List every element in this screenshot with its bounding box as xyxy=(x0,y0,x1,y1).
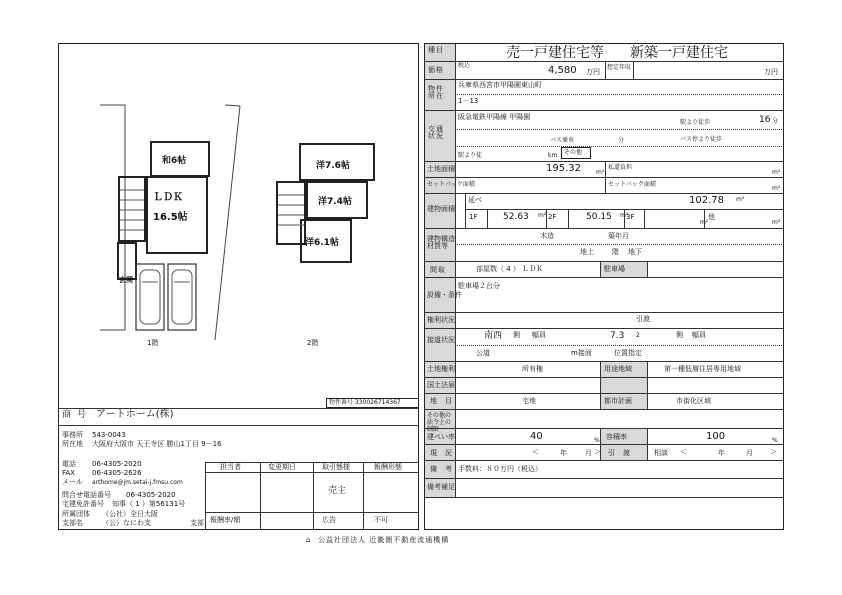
usage-zone-value: 第一種低層住居専用地域 xyxy=(664,365,741,373)
category-label: 種目 xyxy=(428,46,444,54)
layout-label: 間取 xyxy=(430,266,446,274)
location-label: 物件所在 xyxy=(428,85,444,100)
branch-label: 支部名 xyxy=(62,519,83,527)
tel-value: 06-4305-2020 xyxy=(92,460,142,468)
land-category-value: 宅地 xyxy=(522,397,536,405)
property-id: 物件番号 330026714367 xyxy=(329,399,401,406)
total-floor-value: 102.78 xyxy=(689,195,724,206)
annual-income-label: 想定年収 xyxy=(607,64,632,71)
tel-label: 電話 xyxy=(62,460,76,468)
total-label: 延べ xyxy=(468,196,482,204)
room-label-yo61: 洋6.1帖 xyxy=(305,238,339,248)
railway: 阪急電鉄甲陽線 甲陽園 xyxy=(458,113,531,121)
land-law-label: 国土法届 xyxy=(427,381,455,389)
remarks-value: 手数料：８０万円（税込） xyxy=(458,465,542,473)
layout-value: 部屋数（ 4 ） ＬＤＫ xyxy=(476,265,544,273)
branch-suffix: 支部 xyxy=(190,519,204,527)
assoc-label: 所属団体 xyxy=(62,510,90,518)
private-road-label: 私道負担 xyxy=(608,164,633,171)
fax-label: FAX xyxy=(62,469,75,477)
land-category-label: 地目 xyxy=(430,397,460,405)
company-name: アートホーム(株) xyxy=(96,409,174,420)
room-label-genkan: 玄関 xyxy=(119,276,133,284)
status-year: 年 xyxy=(560,449,567,457)
floor-ratio-value: 100 xyxy=(706,431,726,442)
room-label-yo74: 洋7.4帖 xyxy=(318,197,352,207)
bus-stop-label: バス停より徒歩 xyxy=(680,136,723,143)
fax-value: 06-4305-2626 xyxy=(92,469,142,477)
km-label: km xyxy=(548,152,558,159)
f3-unit: m² xyxy=(700,219,709,226)
usage-zone-label: 用途地域 xyxy=(604,365,632,373)
location-designation-label: 位置指定 xyxy=(614,349,642,357)
handover-year: 年 xyxy=(718,449,725,457)
underground-label: 地下 xyxy=(628,248,642,256)
other-restrictions-label: その他の法令上の制限 xyxy=(427,412,452,434)
road-side2-label: 側 xyxy=(676,331,683,339)
road-width1-label: 幅員 xyxy=(532,331,546,339)
walk-minute-unit: 分 xyxy=(772,118,779,125)
office-label: 事務所 xyxy=(62,431,83,439)
land-rights-label: 土地権利 xyxy=(427,365,455,373)
annual-unit: 万円 xyxy=(764,68,778,76)
contact-label: 接道状況 xyxy=(427,336,455,344)
floor-ratio-unit: % xyxy=(772,437,778,444)
equipment-label: 設備・条件 xyxy=(427,291,462,299)
ad-value: 不可 xyxy=(374,516,388,524)
road-num: 2 xyxy=(636,332,640,339)
f1-label: 1F xyxy=(469,213,478,221)
license-value: 知事（ 1 ）第56131号 xyxy=(112,500,186,508)
price-unit: 万円 xyxy=(586,68,600,76)
branch-value: （公）なにわ支 xyxy=(102,519,151,527)
ground-suffix: 階 xyxy=(612,248,619,256)
other-floor-label: 他 xyxy=(708,213,715,221)
ad-label: 広告 xyxy=(322,516,336,524)
city-plan-value: 市街化区域 xyxy=(676,397,711,405)
footer-logo-icon: ⌂ xyxy=(306,536,311,544)
mail-value: arthome@jm.setai-j.fmsu.com xyxy=(92,479,183,486)
title-subtype: 新築一戸建住宅 xyxy=(630,45,728,61)
handover-open: ＜ xyxy=(680,448,687,456)
inquiry-label: 問合せ電話番号 xyxy=(62,491,111,499)
remarks-label: 備考 xyxy=(430,465,460,473)
office-postal: 543-0043 xyxy=(92,431,126,439)
fee-label: 報酬形態 xyxy=(374,463,402,471)
company-address: 大阪府大阪市 天王寺区 勝山1丁目 9－16 xyxy=(92,440,222,448)
floor-area-label: 建物面積 xyxy=(427,205,455,213)
road-width1: 7.3 xyxy=(610,331,625,341)
address-line2: 1－13 xyxy=(458,97,479,105)
handover-month: 月 xyxy=(746,449,753,457)
land-area-unit: m² xyxy=(596,169,605,176)
deal-label: 取引態様 xyxy=(322,463,350,471)
parking-cars-icon xyxy=(134,262,204,334)
coverage-unit: % xyxy=(594,437,600,444)
bus-label: バス乗車 xyxy=(550,137,575,144)
current-status-label: 現況 xyxy=(430,449,460,457)
title-type: 売一戸建住宅等 xyxy=(506,45,604,61)
structure-value: 木造 xyxy=(540,232,554,240)
road-side1: 南西 xyxy=(484,331,503,341)
stairs-2f-icon xyxy=(278,185,304,241)
city-plan-label: 都市計画 xyxy=(604,397,632,405)
status-close: ＞ xyxy=(594,448,601,456)
floorplan-2f-caption: 2階 xyxy=(307,339,319,347)
land-rights-value: 所有権 xyxy=(522,365,543,373)
price-label: 価格 xyxy=(428,66,444,74)
f2-value: 50.15 xyxy=(586,212,612,222)
f2-unit: m² xyxy=(620,212,629,219)
floorplan-1f-caption: 1階 xyxy=(147,339,159,347)
setback-label-2: セットバック面積 xyxy=(608,181,656,188)
walk-minutes: 16 xyxy=(759,115,771,125)
ground-label: 地上 xyxy=(580,248,594,256)
date-label: 変更期日 xyxy=(268,463,296,471)
footer-text: 公益社団法人 近畿圏不動産流通機構 xyxy=(318,536,450,544)
f1-value: 52.63 xyxy=(503,212,529,222)
other-floor-unit: m² xyxy=(772,219,781,226)
setback-label: セットバック面積 xyxy=(427,181,475,188)
status-month: 月 xyxy=(585,449,592,457)
setback-unit: m² xyxy=(772,185,781,192)
floor-ratio-label: 容積率 xyxy=(606,433,627,441)
station-walk-label: 駅より徒 xyxy=(458,152,483,159)
structure-label: 建物構造材質等 xyxy=(427,235,455,250)
license-label: 宅建免許番号 xyxy=(62,500,104,508)
f2-label: 2F xyxy=(548,213,557,221)
contact-width-label: m接面 xyxy=(571,349,592,357)
parking-label: 駐車場 xyxy=(604,265,625,273)
other-label: その他 xyxy=(564,149,583,156)
mail-label: メール xyxy=(62,478,83,486)
negotiable-value: 相談 xyxy=(654,449,668,457)
rights-label: 権利状況 xyxy=(427,316,455,324)
room-label-ldk-size: 16.5帖 xyxy=(153,212,188,223)
room-label-ldk: ＬＤＫ xyxy=(153,192,183,203)
deal-value: 売主 xyxy=(328,486,347,496)
tax-label: 税込 xyxy=(458,62,471,69)
room-label-yo76: 洋7.6帖 xyxy=(316,161,350,171)
room-label-washitsu: 和6帖 xyxy=(162,156,187,166)
land-area-value: 195.32 xyxy=(546,163,581,174)
walk-label: 駅より徒歩 xyxy=(680,119,711,126)
f1-unit: m² xyxy=(538,212,547,219)
address-line1: 兵庫県西宮市甲陽園東山町 xyxy=(458,81,542,89)
coverage-value: 40 xyxy=(530,431,543,442)
handover-label: 引渡 xyxy=(608,449,638,457)
traffic-label: 交通状況 xyxy=(428,125,444,140)
private-road-unit: m² xyxy=(772,169,781,176)
address-label: 所在地 xyxy=(62,440,83,448)
built-label: 築年月 xyxy=(608,232,629,240)
staff-label: 担当者 xyxy=(220,463,241,471)
coverage-label: 建ぺい率 xyxy=(427,433,455,441)
price-value: 4,580 xyxy=(548,65,577,76)
company-name-label: 商号 xyxy=(62,410,93,420)
road-width2-label: 幅員 xyxy=(692,331,706,339)
land-area-label: 土地面積 xyxy=(427,165,455,173)
handover-close: ＞ xyxy=(770,448,777,456)
stairs-1f-icon xyxy=(120,180,144,240)
supplement-label: 備考補足 xyxy=(427,483,455,491)
f3-label: 3F xyxy=(626,213,635,221)
bus-minute: 分 xyxy=(618,137,625,144)
equipment-value: 駐車場２台分 xyxy=(458,282,500,290)
report-label: 報酬率/額 xyxy=(210,516,241,524)
road-type: 公道 xyxy=(476,349,490,357)
status-open: ＜ xyxy=(532,448,539,456)
delivery-label: 引渡 xyxy=(636,315,650,323)
road-side1-label: 側 xyxy=(513,331,520,339)
inquiry-value: 06-4305-2020 xyxy=(126,491,176,499)
total-floor-unit: m² xyxy=(736,196,745,203)
assoc-value: （公社）全日大阪 xyxy=(102,510,158,518)
road-row xyxy=(477,330,677,342)
